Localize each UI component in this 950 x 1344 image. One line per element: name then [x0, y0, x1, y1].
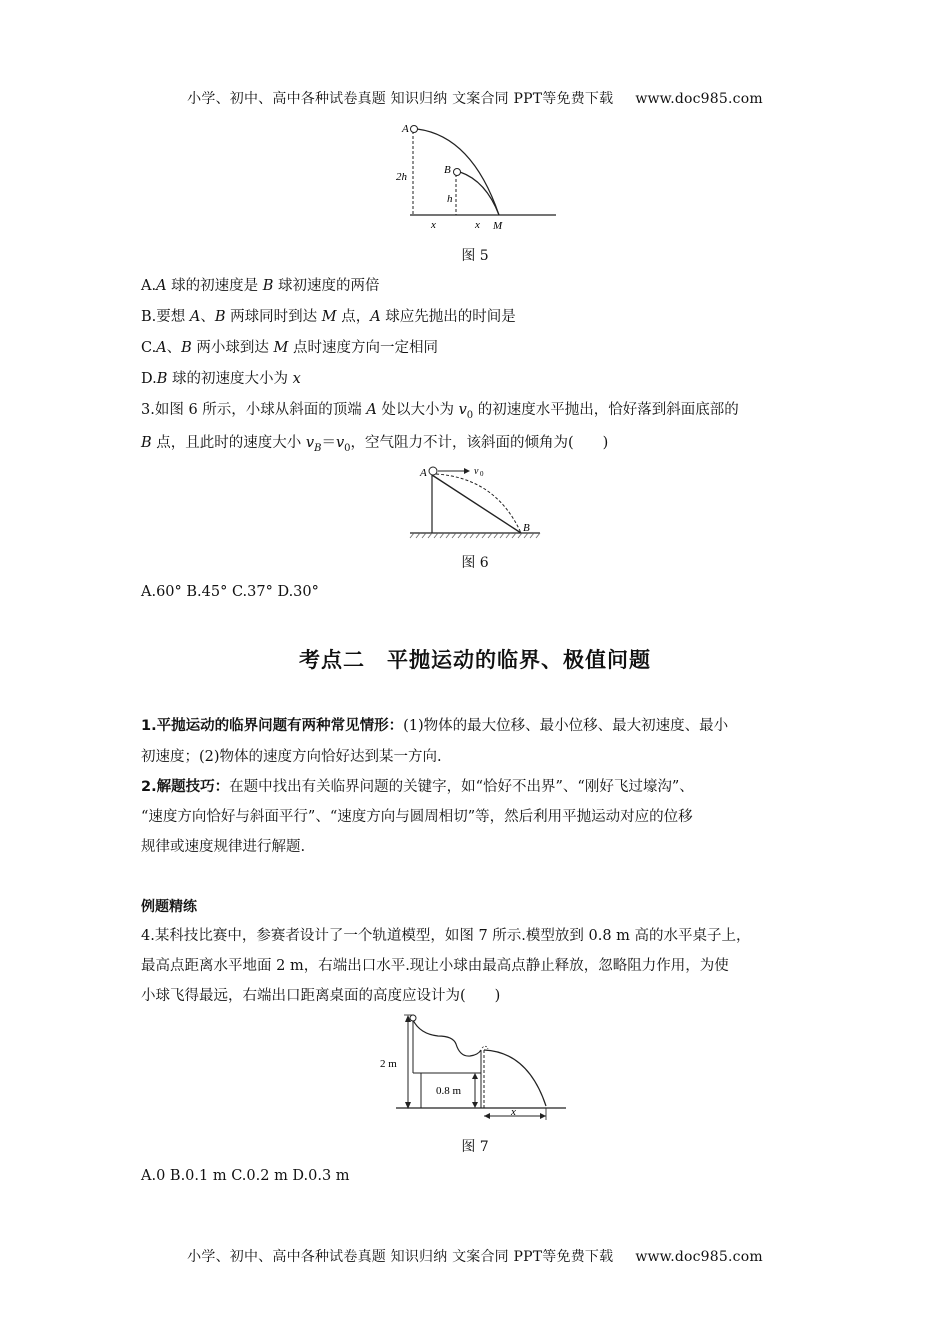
trajectory-b	[460, 172, 499, 215]
label-v0-sub: 0	[480, 470, 484, 478]
label-m: M	[493, 220, 503, 232]
q3-answers: A.60° B.45° C.37° D.30°	[141, 584, 319, 600]
q2-option-c: C.A、B 两小球到达 M 点时速度方向一定相同	[141, 340, 439, 356]
ball-a	[411, 126, 418, 133]
label-x2: x	[475, 219, 480, 231]
section-title: 考点二 平抛运动的临界、极值问题	[299, 648, 651, 672]
footer-url[interactable]: www.doc985.com	[635, 1249, 763, 1265]
label-x: x	[511, 1106, 516, 1118]
ball	[429, 467, 437, 475]
q4-line-3: 小球飞得最远，右端出口距离桌面的高度应设计为( )	[141, 988, 501, 1004]
q2-option-d: D.B 球的初速度大小为 x	[141, 371, 301, 387]
p1-line-1: 1.平抛运动的临界问题有两种常见情形：(1)物体的最大位移、最小位移、最大初速度、最小	[141, 718, 729, 734]
flight-trajectory	[484, 1050, 546, 1106]
label-x1: x	[431, 219, 436, 231]
q3-line-2: B 点，且此时的速度大小 $v_B=v_0$，空气阻力不计，该斜面的倾角为( )	[141, 435, 609, 454]
q4-line-1: 4.某科技比赛中，参赛者设计了一个轨道模型，如图 7 所示.模型放到 0.8 m 高的水平桌子上，	[141, 928, 751, 944]
label-a: A	[420, 467, 427, 479]
label-a: A	[402, 123, 409, 135]
p1-line-2: 初速度；(2)物体的速度方向恰好达到某一方向.	[141, 749, 442, 765]
ball-b	[454, 169, 461, 176]
q3-line-1: 3.如图 6 所示，小球从斜面的顶端 A 处以大小为 $v_0$ 的初速度水平抛出，恰好落到斜面底部的	[141, 402, 739, 421]
track	[413, 1020, 481, 1056]
example-heading: 例题精练	[141, 899, 197, 915]
label-2h: 2h	[396, 171, 407, 183]
ground-hatching	[410, 533, 540, 538]
q4-answers: A.0 B.0.1 m C.0.2 m D.0.3 m	[141, 1168, 350, 1184]
page-footer	[0, 1246, 950, 1266]
figure-5	[390, 118, 560, 236]
incline-slope	[432, 475, 521, 533]
figure-7-caption: 图 7	[461, 1139, 489, 1155]
page-header	[0, 88, 950, 108]
label-h: h	[447, 193, 453, 205]
label-b: B	[444, 164, 451, 176]
p2-line-2: “速度方向恰好与斜面平行”、“速度方向与圆周相切”等，然后利用平抛运动对应的位移	[141, 809, 693, 825]
label-b: B	[523, 522, 530, 534]
header-text: 小学、初中、高中各种试卷真题 知识归纳 文案合同 PPT等免费下载	[187, 91, 614, 107]
p2-line-1: 2.解题技巧：在题中找出有关临界问题的关键字，如“恰好不出界”、“刚好飞过壕沟”、	[141, 779, 694, 795]
p2-line-3: 规律或速度规律进行解题.	[141, 839, 306, 855]
label-2m: 2 m	[380, 1058, 397, 1070]
exit-ball-dashed	[482, 1046, 488, 1049]
figure-7	[378, 1012, 570, 1122]
figure-6	[408, 462, 543, 544]
label-v0: v	[474, 466, 479, 477]
figure-5-caption: 图 5	[461, 248, 489, 264]
velocity-arrowhead	[464, 468, 470, 474]
q2-option-a: A.A 球的初速度是 B 球初速度的两倍	[141, 278, 380, 294]
q2-option-b: B.要想 A、B 两球同时到达 M 点，A 球应先抛出的时间是	[141, 309, 516, 325]
q4-line-2: 最高点距离水平地面 2 m，右端出口水平.现让小球由最高点静止释放，忽略阻力作用，为使	[141, 958, 729, 974]
figure-6-caption: 图 6	[461, 555, 489, 571]
label-08m: 0.8 m	[436, 1085, 462, 1097]
footer-text: 小学、初中、高中各种试卷真题 知识归纳 文案合同 PPT等免费下载	[187, 1249, 614, 1265]
header-url[interactable]: www.doc985.com	[635, 91, 763, 107]
ball	[410, 1015, 416, 1021]
